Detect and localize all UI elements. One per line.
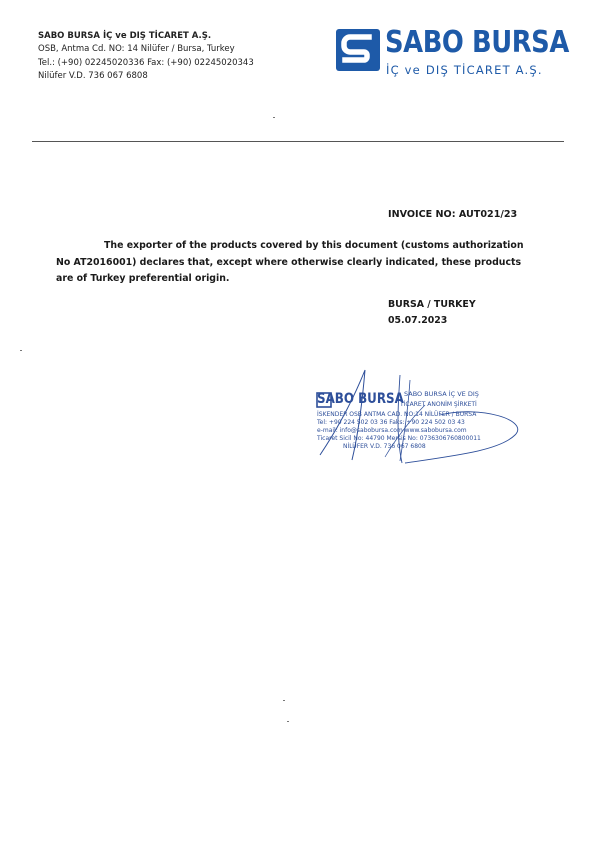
stamp-line-4: Tel: +90 224 502 03 36 Faks: +90 224 502 03 43 [317,419,465,426]
place-date-block [388,297,476,329]
logo-subtitle: İÇ ve DIŞ TİCARET A.Ş. [386,63,543,77]
scan-speck [283,700,285,701]
scan-speck [287,721,289,722]
stamp-line-5: e-mail: info@sabobursa.com www.sabobursa.com [317,427,467,434]
logo-title: SABO BURSA [385,25,569,60]
company-name: SABO BURSA İÇ ve DIŞ TİCARET A.Ş. [38,31,212,41]
company-tax-number: Nilüfer V.D. 736 067 6808 [38,71,148,82]
invoice-number: INVOICE NO: AUT021/23 [388,209,518,220]
header-divider [32,141,564,142]
scan-speck [20,350,22,351]
stamp-line-2: TİCARET ANONİM ŞİRKETİ [400,401,477,408]
company-address: OSB, Antma Cd. NO: 14 Nilüfer / Bursa, Turkey [38,44,235,55]
stamp-line-6: Ticaret Sicil No: 44790 Mersis No: 0736306760800011 [317,435,481,442]
stamp-line-3: İSKENDER OSB ANTMA CAD. NO:14 NİLÜFER / BURSA [317,411,477,418]
stamp-line-7: NİLÜFER V.D. 736 067 6808 [343,443,426,450]
logo-s-mark-icon [335,28,381,72]
stamp-line-1: SABO BURSA İÇ VE DIŞ [404,390,479,398]
origin-declaration: The exporter of the products covered by this document (customs authorization No AT2016001) declares that, except where otherwise clearly indicated, these products are of Turkey preferential origin. [56,240,524,284]
stamp-logo-text: SABO BURSA [317,391,404,407]
company-stamp-signature [300,365,530,470]
company-logo [335,25,569,86]
company-info-block [38,30,254,84]
place: BURSA / TURKEY [388,299,476,310]
company-phone-fax: Tel.: (+90) 02245020336 Fax: (+90) 02245020343 [38,57,254,68]
date: 05.07.2023 [388,315,448,326]
scan-speck [273,117,275,118]
